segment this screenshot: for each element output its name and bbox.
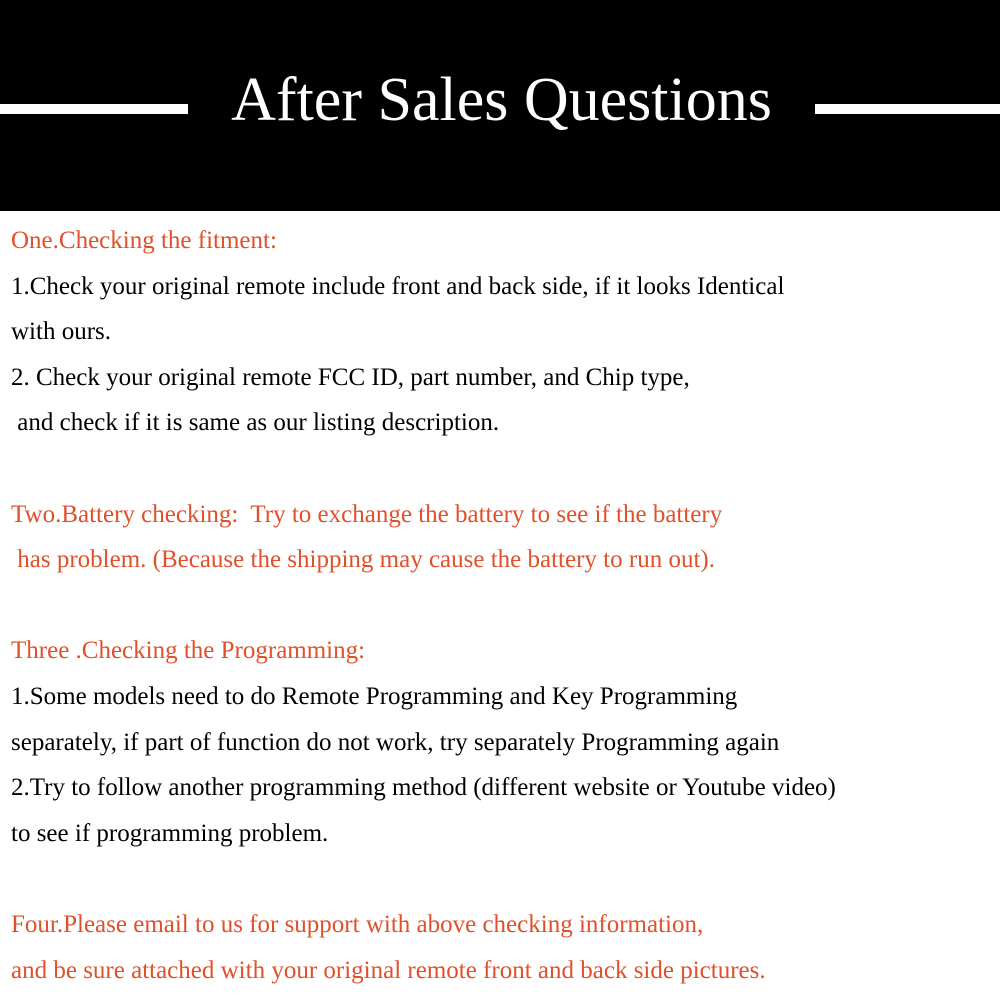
header-rule-right <box>815 104 1000 114</box>
section-one-line-3: 2. Check your original remote FCC ID, part number, and Chip type, <box>11 363 690 391</box>
section-four-line-1: Four.Please email to us for support with above checking information, <box>11 910 704 938</box>
spacer <box>11 583 991 629</box>
section-one-line-1: 1.Check your original remote include front and back side, if it looks Identical <box>11 272 785 300</box>
section-one-line-2: with ours. <box>11 318 111 346</box>
section-three-line-1: 1.Some models need to do Remote Programming and Key Programming <box>11 682 738 710</box>
section-four-line-2: and be sure attached with your original remote front and back side pictures. <box>11 956 766 984</box>
section-three-heading: Three .Checking the Programming: <box>11 637 366 665</box>
spacer <box>11 856 991 902</box>
section-three-line-3: 2.Try to follow another programming method (different website or Youtube video) <box>11 774 836 802</box>
section-three-line-4: to see if programming problem. <box>11 819 329 847</box>
section-one-line-4: and check if it is same as our listing description. <box>11 409 500 437</box>
section-two-line-1: Two.Battery checking: Try to exchange the battery to see if the battery <box>11 500 723 528</box>
section-three-line-2: separately, if part of function do not work, try separately Programming again <box>11 728 780 756</box>
section-two-line-2: has problem. (Because the shipping may cause the battery to run out). <box>11 546 715 574</box>
header-banner <box>0 0 1000 211</box>
header-rule-left <box>0 104 188 114</box>
section-one-heading: One.Checking the fitment: <box>11 227 277 254</box>
content-body <box>11 218 991 993</box>
spacer <box>11 446 991 492</box>
page-title: After Sales Questions <box>231 66 772 134</box>
